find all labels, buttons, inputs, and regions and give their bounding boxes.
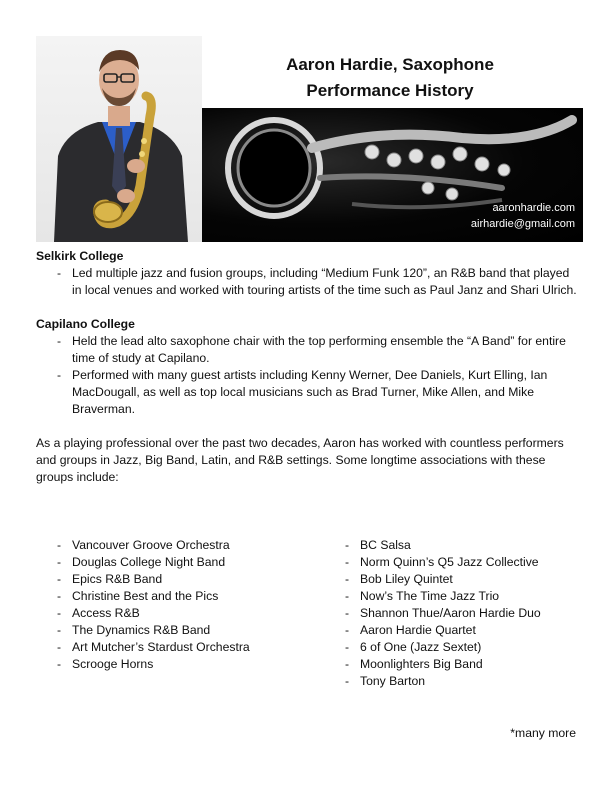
list-item: - Aaron Hardie Quartet (324, 622, 604, 639)
list-item: - Epics R&B Band (36, 571, 316, 588)
groups-right-list (324, 537, 604, 690)
list-item: - The Dynamics R&B Band (36, 622, 316, 639)
list-item: - Access R&B (36, 605, 316, 622)
intro-paragraph: As a playing professional over the past two decades, Aaron has worked with countless performers and groups in Jazz, Big Band, Latin, and R&B settings. Some longtime associations with these groups include: (36, 436, 564, 484)
portrait-photo (36, 36, 202, 242)
section-heading-capilano: Capilano College (36, 317, 135, 331)
list-item: - Christine Best and the Pics (36, 588, 316, 605)
list-item: - BC Salsa (324, 537, 604, 554)
main-content (36, 248, 582, 486)
list-item: - Moonlighters Big Band (324, 656, 604, 673)
list-item: - Held the lead alto saxophone chair with the top performing ensemble the “A Band” for entire time of study at Capilano. (36, 333, 582, 367)
footnote: *many more (510, 726, 576, 740)
list-item: - Now’s The Time Jazz Trio (324, 588, 604, 605)
groups-left-list (36, 537, 316, 673)
list-item: - Performed with many guest artists including Kenny Werner, Dee Daniels, Kurt Elling, Ian MacDougall, as well as top local musicians such as Brad Turner, Mike Allen, and Mike Braverman. (36, 367, 582, 418)
list-item: - Bob Liley Quintet (324, 571, 604, 588)
list-item: - Tony Barton (324, 673, 604, 690)
list-item: - 6 of One (Jazz Sextet) (324, 639, 604, 656)
page-title (240, 52, 540, 104)
list-item: - Vancouver Groove Orchestra (36, 537, 316, 554)
capilano-list (36, 333, 582, 418)
list-item: - Scrooge Horns (36, 656, 316, 673)
list-item: - Douglas College Night Band (36, 554, 316, 571)
list-item: - Norm Quinn’s Q5 Jazz Collective (324, 554, 604, 571)
section-heading-selkirk: Selkirk College (36, 249, 124, 263)
email-text: airhardie@gmail.com (470, 218, 575, 230)
title-line-1: Aaron Hardie, Saxophone (286, 55, 494, 74)
saxophone-banner (202, 108, 583, 242)
website-text: aaronhardie.com (492, 202, 575, 214)
list-item: - Shannon Thue/Aaron Hardie Duo (324, 605, 604, 622)
list-item: - Art Mutcher’s Stardust Orchestra (36, 639, 316, 656)
selkirk-list (36, 265, 582, 299)
title-line-2: Performance History (306, 81, 474, 100)
list-item: - Led multiple jazz and fusion groups, including “Medium Funk 120”, an R&B band that played in local venues and worked with touring artists of the time such as Paul Janz and Shari Ulrich. (36, 265, 582, 299)
contact-info (471, 200, 575, 232)
